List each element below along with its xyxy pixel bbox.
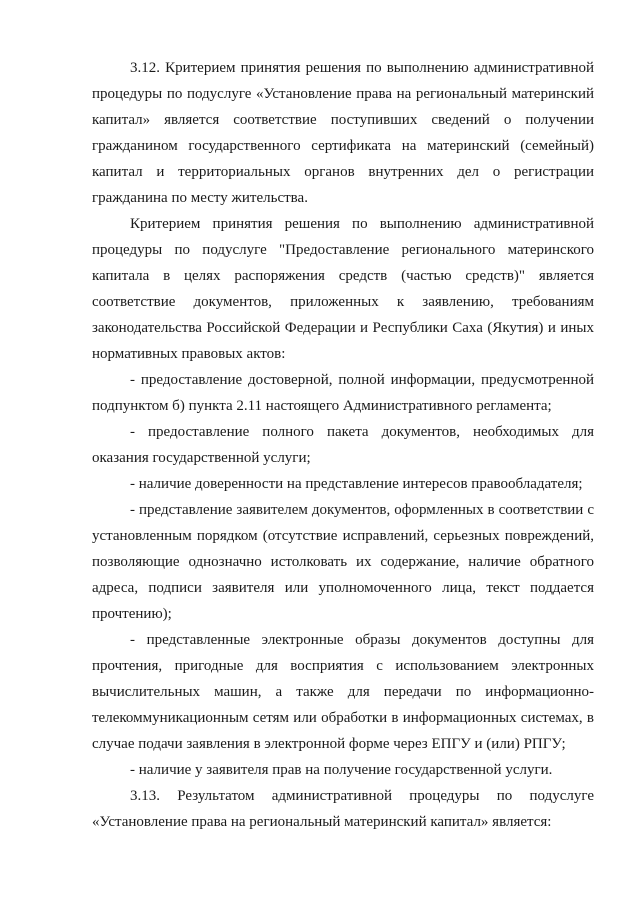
list-item-full-package: - предоставление полного пакета документов, необходимых для оказания государственной услуги; xyxy=(92,424,594,466)
paragraph-3-13: 3.13. Результатом административной процедуры по подуслуге «Установление права на региональный материнский капитал» является: xyxy=(92,788,594,830)
list-item-electronic-images: - представленные электронные образы документов доступны для прочтения, пригодные для восприятия с использованием электронных вычислительных машин, а также для передачи по информационно-телекоммуникационным сетям или обработки в информационных системах, в случае подачи заявления в электронной форме через ЕПГУ и (или) РПГУ; xyxy=(92,632,594,752)
paragraph-criterion-capital: Критерием принятия решения по выполнению административной процедуры по подуслуге "Предоставление регионального материнского капитала в целях распоряжения средств (частью средств)" является соответствие документов, приложенных к заявлению, требованиям законодательства Российской Федерации и Республики Саха (Якутия) и иных нормативных правовых актов: xyxy=(92,216,594,362)
list-item-power-of-attorney: - наличие доверенности на представление интересов правообладателя; xyxy=(130,476,583,492)
paragraph-3-12: 3.12. Критерием принятия решения по выполнению административной процедуры по подуслуге «Установление права на региональный материнский капитал» является соответствие поступивших сведений о получении гражданином государственного сертификата на материнский (семейный) капитал и территориальных органов внутренних дел о регистрации гражданина по месту жительства. xyxy=(92,60,594,206)
list-item-applicant-rights: - наличие у заявителя прав на получение государственной услуги. xyxy=(130,762,553,778)
list-item-documents-order: - представление заявителем документов, оформленных в соответствии с установленным порядком (отсутствие исправлений, серьезных повреждений, позволяющие однозначно истолковать их содержание, наличие обратного адреса, подписи заявителя или уполномоченного лица, текст поддается прочтению); xyxy=(92,502,594,622)
list-item-reliable-info: - предоставление достоверной, полной информации, предусмотренной подпунктом б) пункта 2.11 настоящего Административного регламента; xyxy=(92,372,594,414)
document-body xyxy=(92,55,594,835)
